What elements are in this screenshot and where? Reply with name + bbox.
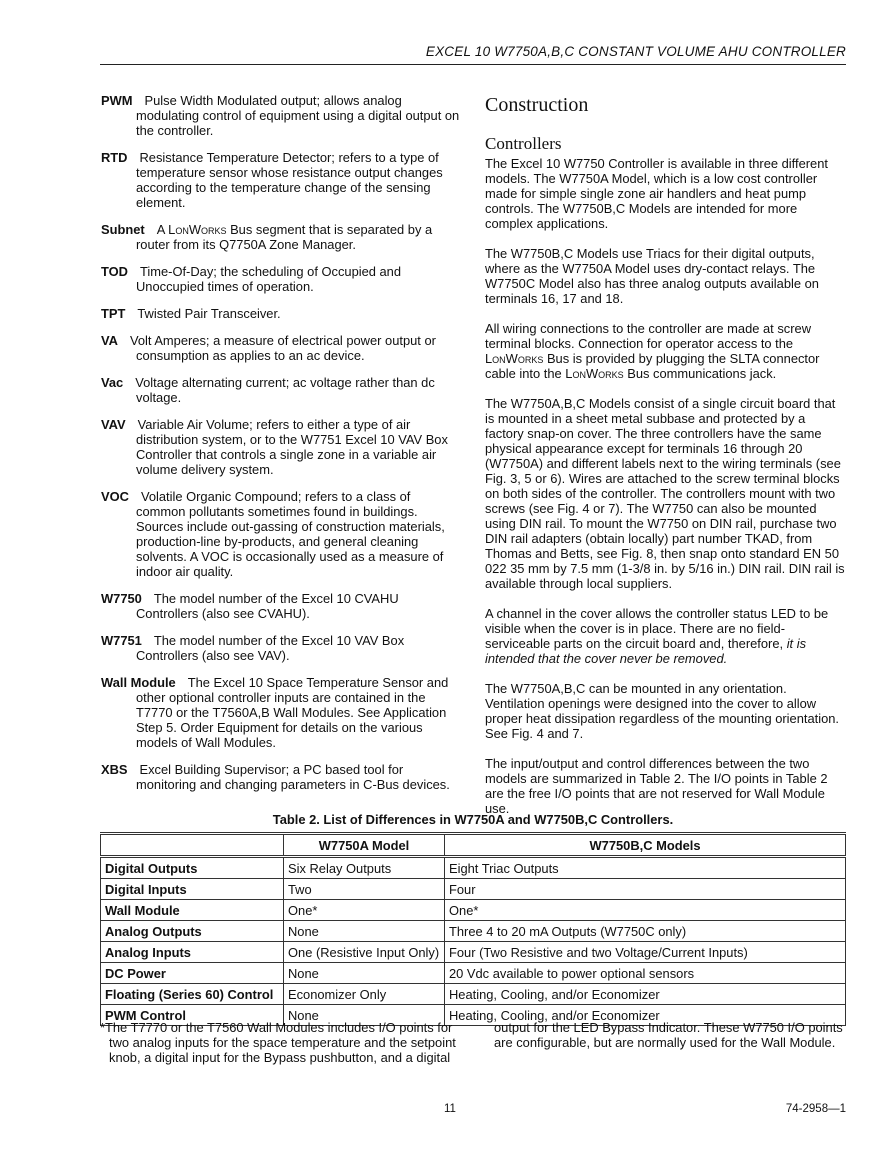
table-cell: Six Relay Outputs <box>284 857 445 879</box>
table-row <box>101 984 846 1005</box>
glossary-entry <box>101 306 463 321</box>
brand-name: LonWorks <box>168 222 227 237</box>
table-row <box>101 921 846 942</box>
table-row <box>101 857 846 879</box>
paragraph-text: A channel in the cover allows the controller status LED to be visible when the cover is in place. There are no field-serviceable parts on the circuit board and, therefore, <box>485 606 829 651</box>
glossary-term: VAV <box>101 417 126 432</box>
glossary-entry <box>101 264 463 294</box>
document-number: 74-2958—1 <box>785 1103 846 1115</box>
table-cell: Heating, Cooling, and/or Economizer <box>445 1005 846 1026</box>
table-cell: None <box>284 921 445 942</box>
row-header: PWM Control <box>101 1005 284 1026</box>
glossary-term: PWM <box>101 93 133 108</box>
glossary-definition: Resistance Temperature Detector; refers to a type of temperature sensor whose resistance output changes according to the temperature change of the sensing element. <box>136 150 443 210</box>
table-header-row <box>101 834 846 857</box>
glossary-term: VA <box>101 333 118 348</box>
paragraph: The W7750A,B,C Models consist of a single circuit board that is mounted in a sheet metal subbase and protected by a factory snap-on cover. The three controllers have the same physical appearance except for terminals 16 through 20 (W7750A) and different labels next to the wiring terminals (see Fig. 3, 5 or 6). Wires are attached to the screw terminal blocks on both sides of the controller. The controllers mount with two screws (see Fig. 4 or 7). The W7750 can also be mounted using DIN rail. To mount the W7750 on DIN rail, purchase two DIN rail adapters (obtain locally) part number TKAD, from Thomas and Betts, see Fig. 8, then snap onto standard EN 50 022 35 mm by 7.5 mm (1-3/8 in. by 5/16 in.) DIN rail. DIN rail is available through local suppliers. <box>485 396 845 591</box>
brand-name: LonWorks <box>485 351 544 366</box>
glossary-definition: Voltage alternating current; ac voltage rather than dc voltage. <box>135 375 435 405</box>
table-caption: Table 2. List of Differences in W7750A and W7750B,C Controllers. <box>272 812 674 827</box>
table-cell: Three 4 to 20 mA Outputs (W7750C only) <box>445 921 846 942</box>
subsection-title: Controllers <box>485 134 562 153</box>
table-row <box>101 900 846 921</box>
table-cell: One* <box>445 900 846 921</box>
glossary-term: XBS <box>101 762 128 777</box>
glossary-term: RTD <box>101 150 128 165</box>
glossary-entry <box>101 675 463 750</box>
glossary-definition: Twisted Pair Transceiver. <box>137 306 281 321</box>
glossary-definition: Volt Amperes; a measure of electrical power output or consumption as applies to an ac device. <box>129 333 436 363</box>
glossary-entry <box>101 762 463 792</box>
paragraph <box>485 321 845 381</box>
glossary-entry <box>101 375 463 405</box>
table-cell: Heating, Cooling, and/or Economizer <box>445 984 846 1005</box>
table-cell: None <box>284 1005 445 1026</box>
row-header: Wall Module <box>101 900 284 921</box>
brand-name: LonWorks <box>565 366 624 381</box>
glossary-column <box>101 93 463 804</box>
glossary-entry <box>101 222 463 252</box>
table-cell: Four (Two Resistive and two Voltage/Current Inputs) <box>445 942 846 963</box>
table-cell: Two <box>284 879 445 900</box>
glossary-term: TPT <box>101 306 126 321</box>
glossary-definition: The model number of the Excel 10 VAV Box Controllers (also see VAV). <box>136 633 405 663</box>
table-cell: Economizer Only <box>284 984 445 1005</box>
glossary-definition: Excel Building Supervisor; a PC based tool for monitoring and changing parameters in C-Bus devices. <box>136 762 450 792</box>
row-header: Digital Inputs <box>101 879 284 900</box>
paragraph-text: Bus is provided by plugging the SLTA connector cable into the <box>485 351 820 381</box>
header-title: EXCEL 10 W7750A,B,C CONSTANT VOLUME AHU CONTROLLER <box>425 44 846 59</box>
table-header-cell: W7750B,C Models <box>445 834 846 857</box>
table-cell: Eight Triac Outputs <box>445 857 846 879</box>
table-row <box>101 942 846 963</box>
paragraph-text: All wiring connections to the controller are made at screw terminal blocks. Connection for operator access to the <box>485 321 811 351</box>
glossary-definition: Time-Of-Day; the scheduling of Occupied and Unoccupied times of operation. <box>136 264 402 294</box>
glossary-definition: Volatile Organic Compound; refers to a class of common pollutants sometimes found in buildings. Sources include out-gassing of construction materials, production-line by-products, and general cleaning solvents. A VOC is occasionally used as a measure of indoor air quality. <box>136 489 445 579</box>
row-header: Analog Outputs <box>101 921 284 942</box>
table-cell: One (Resistive Input Only) <box>284 942 445 963</box>
glossary-entry <box>101 93 463 138</box>
table-cell: 20 Vdc available to power optional sensors <box>445 963 846 984</box>
section-title: Construction <box>485 94 589 116</box>
table-cell: None <box>284 963 445 984</box>
glossary-definition: Pulse Width Modulated output; allows analog modulating control of equipment using a digital output on the controller. <box>136 93 460 138</box>
glossary-term: W7750 <box>101 591 142 606</box>
row-header: DC Power <box>101 963 284 984</box>
table-cell: Four <box>445 879 846 900</box>
glossary-entry <box>101 417 463 477</box>
paragraph: The input/output and control differences between the two models are summarized in Table 2. The I/O points in Table 2 are the free I/O points that are not reserved for Wall Module use. <box>485 756 828 816</box>
construction-column <box>485 93 845 831</box>
table-row <box>101 963 846 984</box>
glossary-definition: A LonWorks Bus segment that is separated by a router from its Q7750A Zone Manager. <box>136 222 433 252</box>
running-header <box>100 44 846 65</box>
page-number: 11 <box>444 1103 456 1115</box>
emphasis-text: it is intended that the cover never be removed. <box>485 636 807 666</box>
table-footnote-continued: output for the LED Bypass Indicator. These W7750 I/O points are configurable, but are normally used for the Wall Module. <box>494 1020 843 1050</box>
glossary-term: Subnet <box>101 222 145 237</box>
table-row <box>101 879 846 900</box>
table-cell: One* <box>284 900 445 921</box>
differences-table <box>100 832 846 1026</box>
glossary-definition: The Excel 10 Space Temperature Sensor and other optional controller inputs are contained in the T7770 or the T7560A,B Wall Modules. See Application Step 5. Order Equipment for details on the various models of Wall Modules. <box>136 675 449 750</box>
table-header-cell: W7750A Model <box>284 834 445 857</box>
glossary-term: Wall Module <box>101 675 176 690</box>
glossary-term: Vac <box>101 375 124 390</box>
row-header: Digital Outputs <box>101 857 284 879</box>
glossary-entry <box>101 150 463 210</box>
glossary-term: W7751 <box>101 633 142 648</box>
glossary-entry <box>101 633 463 663</box>
glossary-entry <box>101 333 463 363</box>
paragraph: The Excel 10 W7750 Controller is available in three different models. The W7750A Model, which is a low cost controller made for simple single zone air handlers and heat pump controls. The W7750B,C Models are intended for more complex applications. <box>485 156 828 231</box>
paragraph: The W7750A,B,C can be mounted in any orientation. Ventilation openings were designed into the cover to allow proper heat dissipation regardless of the mounting orientation. See Fig. 4 and 7. <box>485 681 839 741</box>
table-header-cell <box>101 834 284 857</box>
glossary-definition: The model number of the Excel 10 CVAHU Controllers (also see CVAHU). <box>136 591 399 621</box>
paragraph <box>485 606 845 666</box>
glossary-term: VOC <box>101 489 129 504</box>
glossary-entry <box>101 489 463 579</box>
glossary-definition: Variable Air Volume; refers to either a type of air distribution system, or to the W7751 Excel 10 VAV Box Controller that controls a single zone in a variable air volume delivery system. <box>136 417 448 477</box>
table-footnote: *The T7770 or the T7560 Wall Modules includes I/O points for two analog inputs for the space temperature and the setpoint knob, a digital input for the Bypass pushbutton, and a digital <box>100 1020 456 1065</box>
glossary-entry <box>101 591 463 621</box>
paragraph-text: Bus communications jack. <box>627 366 777 381</box>
row-header: Analog Inputs <box>101 942 284 963</box>
glossary-term: TOD <box>101 264 128 279</box>
row-header: Floating (Series 60) Control <box>101 984 284 1005</box>
paragraph: The W7750B,C Models use Triacs for their digital outputs, where as the W7750A Model uses dry-contact relays. The W7750C Model also has three analog outputs available on terminals 16, 17 and 18. <box>485 246 819 306</box>
